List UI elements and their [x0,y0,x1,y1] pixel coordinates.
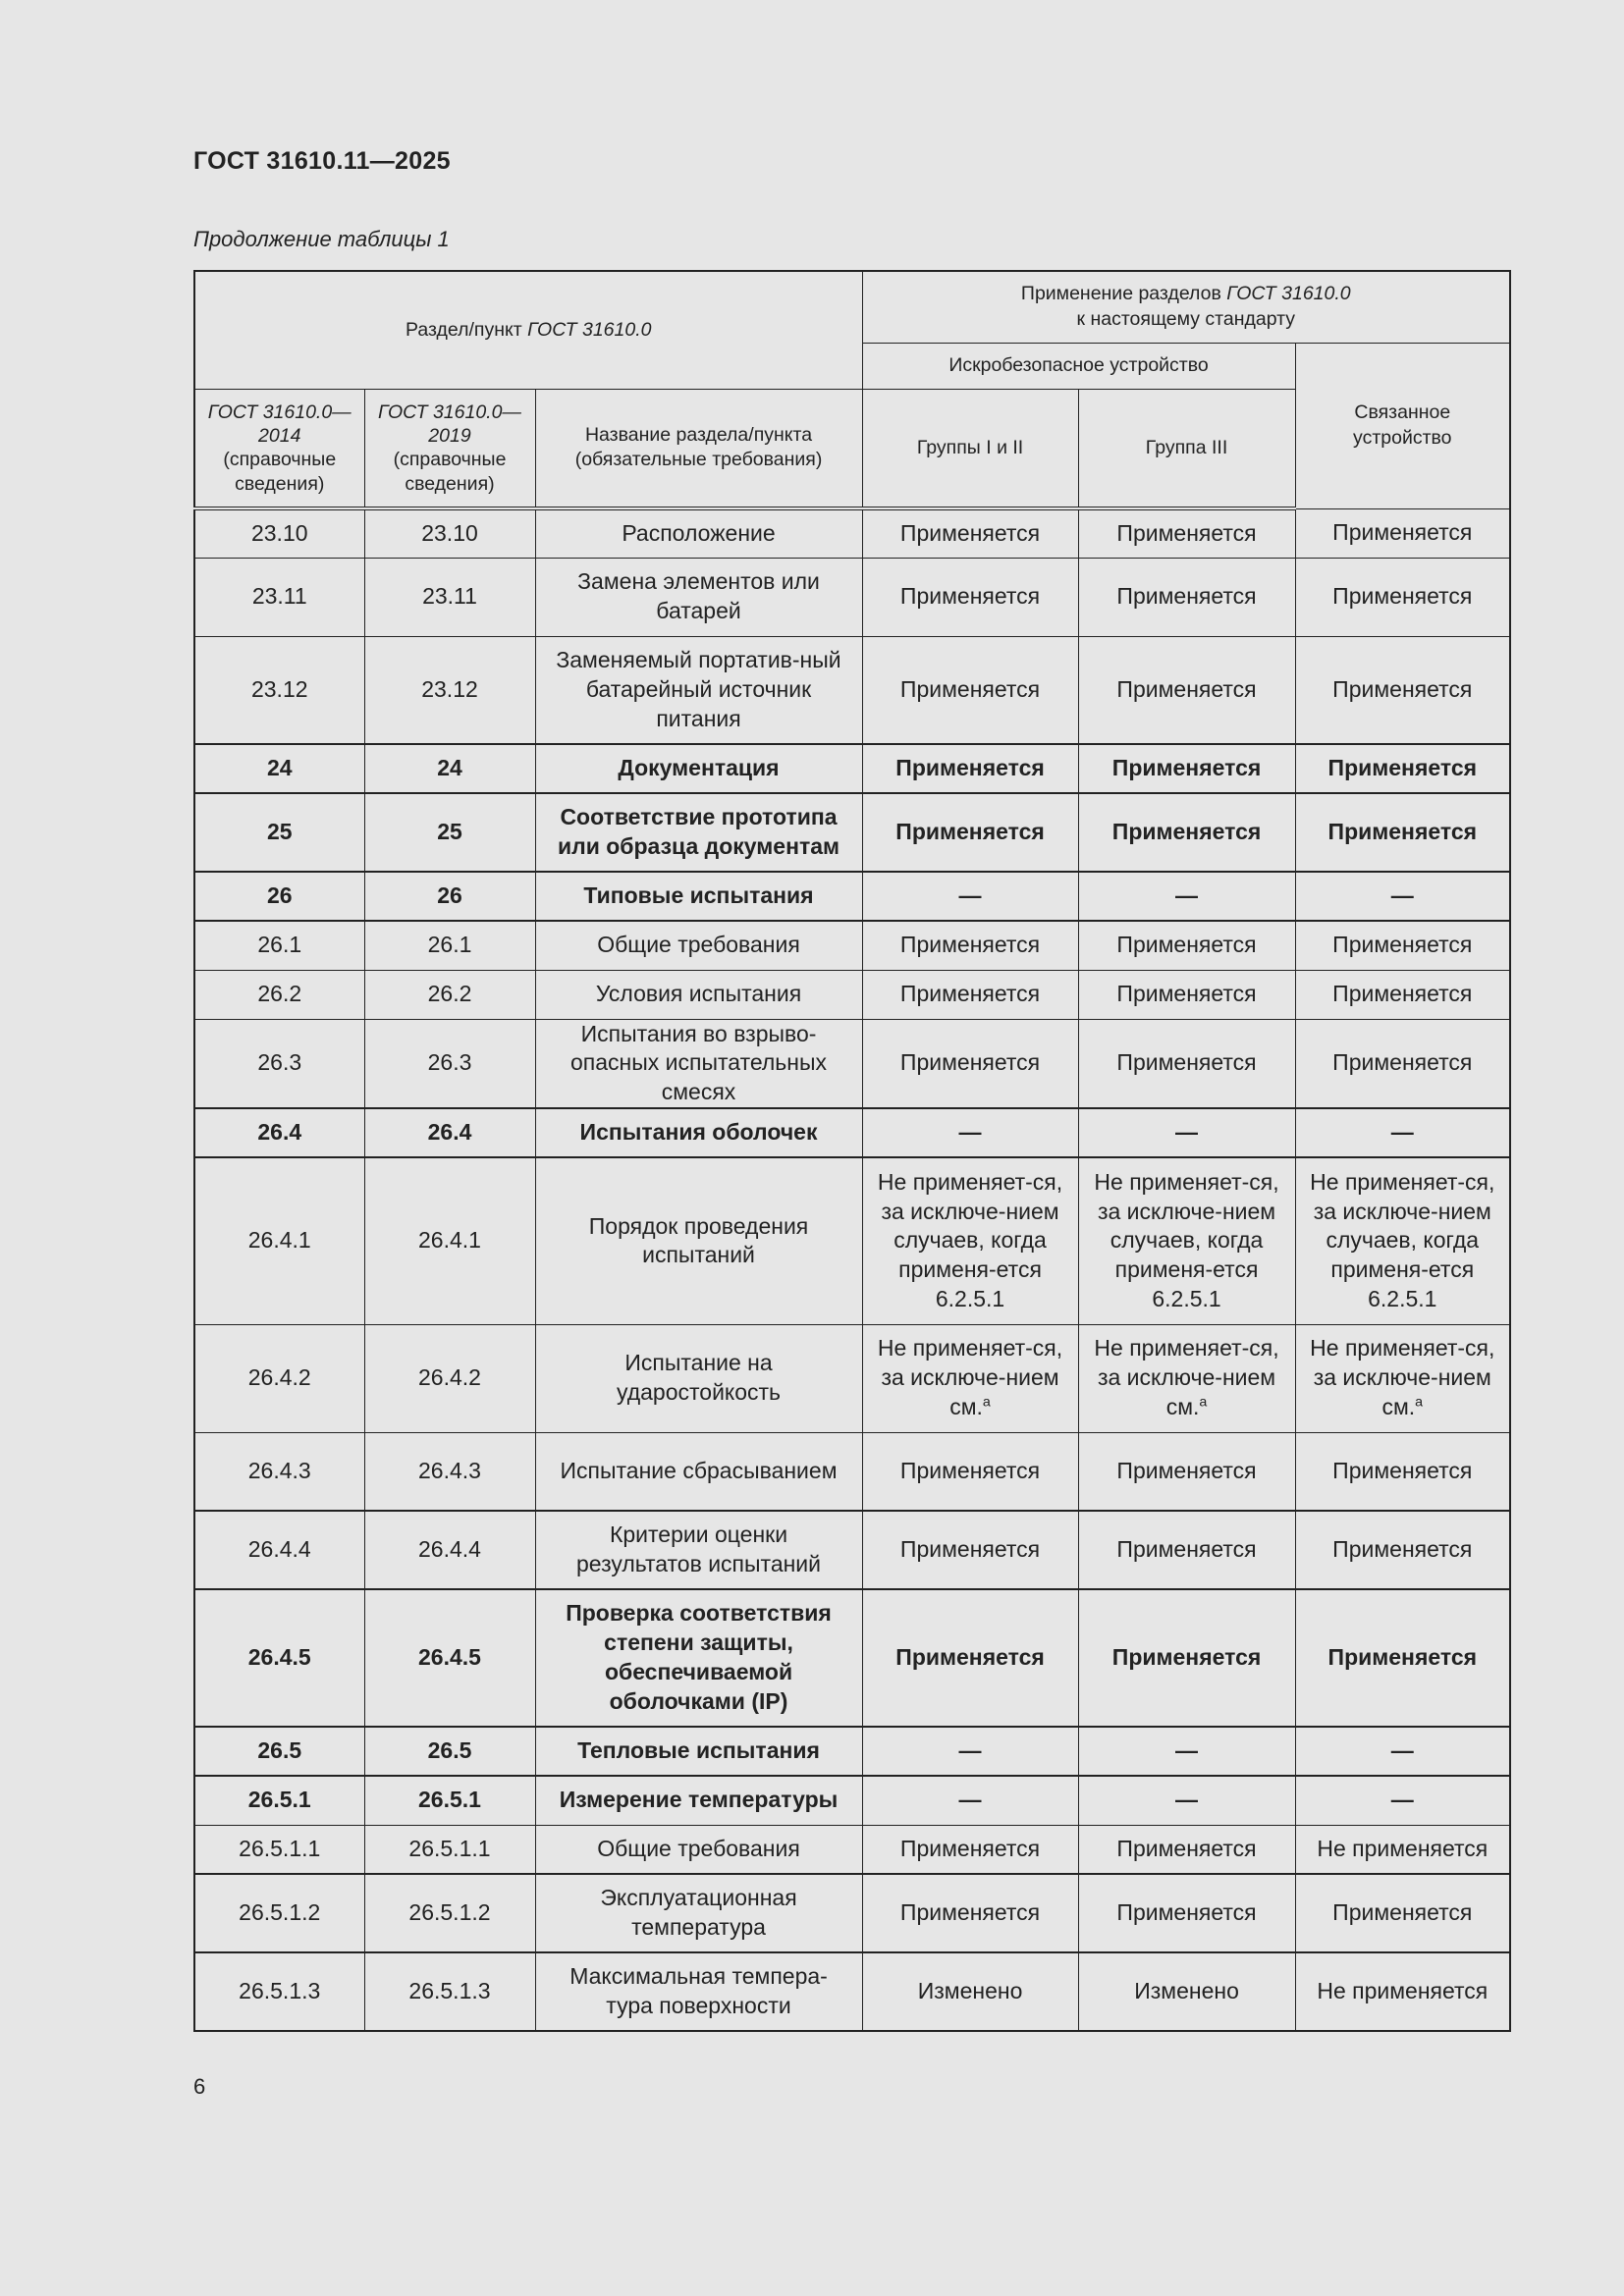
cell-section-name: Проверка соответствия степени защиты, обеспечиваемой оболочками (IP) [535,1589,862,1727]
cell-associated: Применяется [1295,1019,1510,1108]
cell-group-3: — [1078,1776,1295,1825]
cell-groups-1-2: — [862,1776,1078,1825]
cell-groups-1-2: Применяется [862,1432,1078,1511]
cell-gost-2019: 26.4.1 [364,1157,535,1324]
table-row [194,970,1510,1019]
cell-section-name: Замена элементов или батарей [535,558,862,636]
cell-section-name: Испытания во взрыво-опасных испытательных смесях [535,1019,862,1108]
cell-section-name: Испытание на ударостойкость [535,1324,862,1432]
cell-gost-2019: 26.4.3 [364,1432,535,1511]
cell-group-3: Применяется [1078,558,1295,636]
cell-gost-2019: 26 [364,872,535,921]
table-row [194,1874,1510,1952]
cell-section-name: Измерение температуры [535,1776,862,1825]
cell-associated: Применяется [1295,744,1510,793]
cell-associated: Не применяется [1295,1952,1510,2031]
cell-group-3: Изменено [1078,1952,1295,2031]
header-col-groups-1-2: Группы I и II [862,389,1078,508]
cell-section-name: Заменяемый портатив-ный батарейный источник питания [535,636,862,744]
cell-gost-2014: 25 [194,793,364,872]
table-row [194,744,1510,793]
cell-gost-2014: 24 [194,744,364,793]
cell-group-3: Применяется [1078,1511,1295,1589]
table-row [194,921,1510,970]
table-row [194,1324,1510,1432]
cell-associated: Применяется [1295,558,1510,636]
cell-groups-1-2: Применяется [862,1825,1078,1874]
header-col-group-3: Группа III [1078,389,1295,508]
cell-group-3: Применяется [1078,1019,1295,1108]
cell-gost-2019: 23.12 [364,636,535,744]
cell-groups-1-2: — [862,1108,1078,1157]
header-col-2014-note: (справочные сведения) [223,449,337,495]
header-application-std: ГОСТ 31610.0 [1226,283,1351,305]
cell-gost-2019: 26.4.5 [364,1589,535,1727]
cell-gost-2019: 26.4 [364,1108,535,1157]
cell-group-3: Применяется [1078,793,1295,872]
cell-gost-2019: 26.1 [364,921,535,970]
cell-gost-2019: 26.5.1.1 [364,1825,535,1874]
header-application-prefix: Применение разделов [1020,283,1227,305]
cell-section-name: Документация [535,744,862,793]
header-application [862,271,1510,343]
cell-gost-2014: 26.4.3 [194,1432,364,1511]
cell-groups-1-2: Не применяет-ся, за исключе-нием см.$^a$ [862,1324,1078,1432]
cell-gost-2014: 26.4.2 [194,1324,364,1432]
cell-section-name: Испытания оболочек [535,1108,862,1157]
cell-groups-1-2: Не применяет-ся, за исключе-нием случаев, когда применя-ется 6.2.5.1 [862,1157,1078,1324]
cell-groups-1-2: Применяется [862,1019,1078,1108]
table-row [194,1589,1510,1727]
document-code: ГОСТ 31610.11—2025 [193,147,451,175]
cell-section-name: Максимальная темпера-тура поверхности [535,1952,862,2031]
cell-associated: Применяется [1295,1511,1510,1589]
header-section-ref [194,271,862,389]
cell-section-name: Порядок проведения испытаний [535,1157,862,1324]
cell-group-3: Применяется [1078,636,1295,744]
cell-groups-1-2: Применяется [862,970,1078,1019]
cell-group-3: Применяется [1078,508,1295,558]
cell-gost-2019: 26.4.4 [364,1511,535,1589]
cell-group-3: Применяется [1078,921,1295,970]
cell-gost-2014: 23.12 [194,636,364,744]
table-row [194,1432,1510,1511]
header-application-line2: к настоящему стандарту [1076,307,1296,330]
cell-section-name: Типовые испытания [535,872,862,921]
header-col-2014 [194,389,364,508]
cell-gost-2014: 26.4 [194,1108,364,1157]
cell-gost-2019: 26.5 [364,1727,535,1776]
cell-group-3: Применяется [1078,1874,1295,1952]
cell-groups-1-2: — [862,1727,1078,1776]
cell-groups-1-2: Применяется [862,1589,1078,1727]
cell-section-name: Критерии оценки результатов испытаний [535,1511,862,1589]
cell-associated: Не применяется [1295,1825,1510,1874]
table-row [194,1019,1510,1108]
cell-gost-2019: 26.4.2 [364,1324,535,1432]
cell-gost-2019: 26.2 [364,970,535,1019]
table-row [194,508,1510,558]
cell-groups-1-2: Применяется [862,1874,1078,1952]
cell-gost-2019: 23.11 [364,558,535,636]
cell-section-name: Расположение [535,508,862,558]
cell-section-name: Соответствие прототипа или образца документам [535,793,862,872]
cell-gost-2014: 26.2 [194,970,364,1019]
cell-associated: Применяется [1295,793,1510,872]
cell-groups-1-2: Применяется [862,921,1078,970]
cell-gost-2014: 26.5.1.3 [194,1952,364,2031]
cell-gost-2019: 26.3 [364,1019,535,1108]
cell-section-name: Тепловые испытания [535,1727,862,1776]
cell-section-name: Общие требования [535,1825,862,1874]
cell-groups-1-2: Применяется [862,1511,1078,1589]
cell-associated: Применяется [1295,636,1510,744]
requirements-table [193,270,1511,2032]
table-row [194,636,1510,744]
cell-associated: Применяется [1295,921,1510,970]
cell-gost-2014: 26.1 [194,921,364,970]
cell-gost-2014: 26.4.1 [194,1157,364,1324]
cell-associated: Применяется [1295,970,1510,1019]
cell-group-3: Применяется [1078,1432,1295,1511]
header-col-2019 [364,389,535,508]
cell-group-3: — [1078,872,1295,921]
cell-gost-2014: 26.5.1.1 [194,1825,364,1874]
header-col-name: Название раздела/пункта (обязательные требования) [535,389,862,508]
table-row [194,558,1510,636]
cell-associated: Не применяет-ся, за исключе-нием случаев, когда применя-ется 6.2.5.1 [1295,1157,1510,1324]
footnote-marker: a [982,1394,991,1411]
footnote-marker: a [1199,1394,1208,1411]
cell-group-3: Не применяет-ся, за исключе-нием случаев, когда применя-ется 6.2.5.1 [1078,1157,1295,1324]
table-row [194,1776,1510,1825]
cell-gost-2019: 26.5.1.2 [364,1874,535,1952]
cell-gost-2019: 26.5.1.3 [364,1952,535,2031]
table-body [194,508,1510,2031]
cell-groups-1-2: — [862,872,1078,921]
table-row [194,1727,1510,1776]
cell-groups-1-2: Изменено [862,1952,1078,2031]
cell-gost-2014: 26.5.1.2 [194,1874,364,1952]
table-row [194,793,1510,872]
cell-associated: Применяется [1295,1874,1510,1952]
cell-section-name: Условия испытания [535,970,862,1019]
cell-associated: Применяется [1295,508,1510,558]
header-col-2019-note: (справочные сведения) [393,449,507,495]
cell-groups-1-2: Применяется [862,558,1078,636]
header-col-2014-ref: ГОСТ 31610.0—2014 [207,400,352,447]
cell-gost-2014: 26.5.1 [194,1776,364,1825]
cell-associated: — [1295,872,1510,921]
cell-section-name: Эксплуатационная температура [535,1874,862,1952]
footnote-marker: a [1415,1394,1424,1411]
cell-gost-2019: 23.10 [364,508,535,558]
header-intrinsically-safe: Искробезопасное устройство [862,343,1295,389]
header-col-2019-ref: ГОСТ 31610.0—2019 [378,400,521,447]
cell-gost-2014: 23.10 [194,508,364,558]
cell-gost-2014: 26.4.4 [194,1511,364,1589]
cell-gost-2019: 25 [364,793,535,872]
cell-gost-2014: 26 [194,872,364,921]
cell-group-3: Не применяет-ся, за исключе-нием см.$^a$ [1078,1324,1295,1432]
cell-associated: — [1295,1727,1510,1776]
cell-section-name: Испытание сбрасыванием [535,1432,862,1511]
table-caption: Продолжение таблицы 1 [193,227,450,251]
table-row [194,1511,1510,1589]
cell-gost-2014: 26.4.5 [194,1589,364,1727]
cell-groups-1-2: Применяется [862,508,1078,558]
cell-gost-2014: 23.11 [194,558,364,636]
cell-groups-1-2: Применяется [862,636,1078,744]
cell-groups-1-2: Применяется [862,744,1078,793]
header-associated-device: Связанное устройство [1295,343,1510,508]
page-number: 6 [193,2074,206,2099]
table-row [194,872,1510,921]
cell-gost-2014: 26.3 [194,1019,364,1108]
cell-associated: Применяется [1295,1432,1510,1511]
cell-gost-2019: 26.5.1 [364,1776,535,1825]
table-row [194,1825,1510,1874]
cell-group-3: — [1078,1108,1295,1157]
cell-group-3: Применяется [1078,970,1295,1019]
cell-associated: Не применяет-ся, за исключе-нием см.$^a$ [1295,1324,1510,1432]
cell-associated: — [1295,1108,1510,1157]
cell-gost-2014: 26.5 [194,1727,364,1776]
table-row [194,1952,1510,2031]
cell-gost-2019: 24 [364,744,535,793]
cell-group-3: Применяется [1078,744,1295,793]
table-row [194,1157,1510,1324]
table-row [194,1108,1510,1157]
header-section-std: ГОСТ 31610.0 [527,318,652,341]
cell-associated: — [1295,1776,1510,1825]
cell-group-3: Применяется [1078,1825,1295,1874]
cell-group-3: Применяется [1078,1589,1295,1727]
cell-group-3: — [1078,1727,1295,1776]
cell-groups-1-2: Применяется [862,793,1078,872]
header-section-prefix: Раздел/пункт [406,318,528,341]
cell-associated: Применяется [1295,1589,1510,1727]
cell-section-name: Общие требования [535,921,862,970]
